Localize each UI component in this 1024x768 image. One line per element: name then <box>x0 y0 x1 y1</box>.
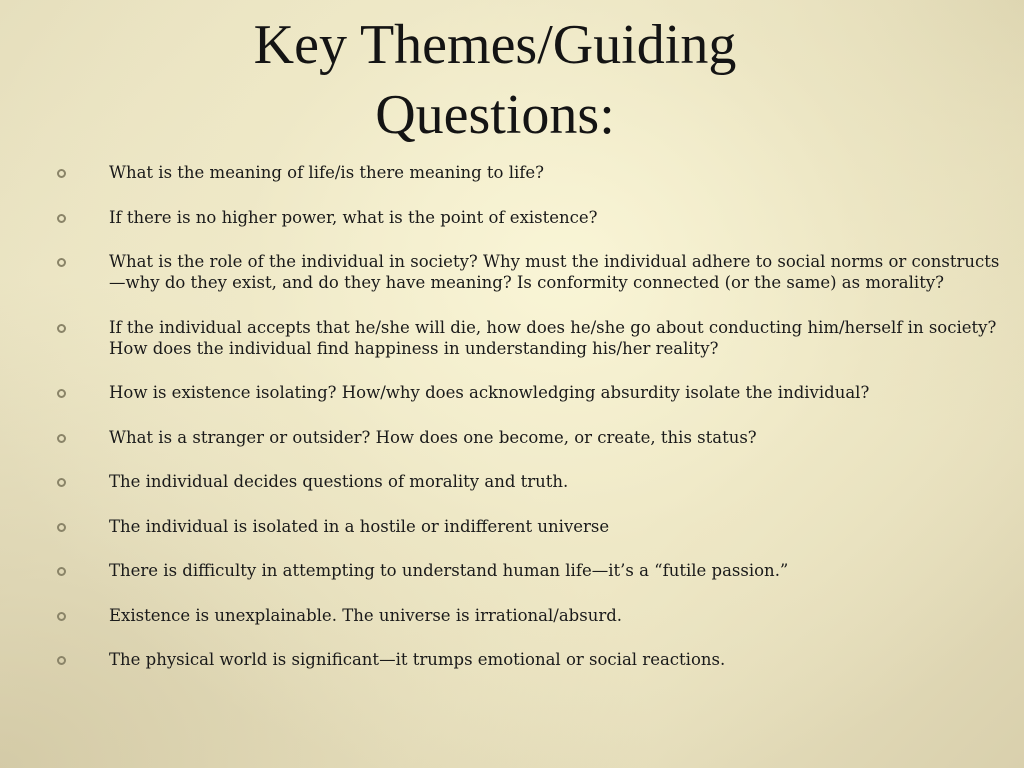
bullet-text: The physical world is significant—it trumps emotional or social reactions. <box>109 650 726 669</box>
bullet-item <box>0 427 1024 448</box>
bullet-text: There is difficulty in attempting to understand human life—it’s a “futile passion.” <box>109 561 789 580</box>
bullet-text: If the individual accepts that he/she will die, how does he/she go about conducting him/herself in society? How does the individual find happiness in understanding his/her reality? <box>109 317 997 358</box>
ring-bullet-icon <box>57 434 66 443</box>
ring-bullet-icon <box>57 169 66 178</box>
bullet-text: If there is no higher power, what is the point of existence? <box>109 207 598 227</box>
bullet-list <box>0 162 1024 694</box>
bullet-item <box>0 649 1024 670</box>
ring-bullet-icon <box>57 523 66 532</box>
bullet-text: What is the meaning of life/is there meaning to life? <box>109 163 544 182</box>
ring-bullet-icon <box>57 567 66 576</box>
ring-bullet-icon <box>57 214 66 223</box>
ring-bullet-icon <box>57 389 66 398</box>
ring-bullet-icon <box>57 258 66 267</box>
bullet-item <box>0 207 1024 228</box>
bullet-item <box>0 605 1024 626</box>
bullet-item <box>0 251 1024 293</box>
bullet-item <box>0 516 1024 537</box>
slide-title: Key Themes/Guiding Questions: <box>253 14 737 146</box>
bullet-text: How is existence isolating? How/why does acknowledging absurdity isolate the individual? <box>109 383 870 402</box>
ring-bullet-icon <box>57 656 66 665</box>
ring-bullet-icon <box>57 324 66 333</box>
ring-bullet-icon <box>57 612 66 621</box>
bullet-text: What is the role of the individual in society? Why must the individual adhere to social norms or constructs—why do they exist, and do they have meaning? Is conformity connected (or the same) as morality? <box>109 252 1000 292</box>
bullet-text: Existence is unexplainable. The universe is irrational/absurd. <box>109 605 623 625</box>
bullet-item <box>0 162 1024 183</box>
bullet-text: What is a stranger or outsider? How does one become, or create, this status? <box>109 427 757 447</box>
bullet-item <box>0 317 1024 359</box>
bullet-item <box>0 560 1024 581</box>
bullet-text: The individual decides questions of morality and truth. <box>109 472 569 491</box>
bullet-text: The individual is isolated in a hostile or indifferent universe <box>109 516 610 536</box>
bullet-item <box>0 471 1024 492</box>
ring-bullet-icon <box>57 478 66 487</box>
bullet-item <box>0 382 1024 403</box>
